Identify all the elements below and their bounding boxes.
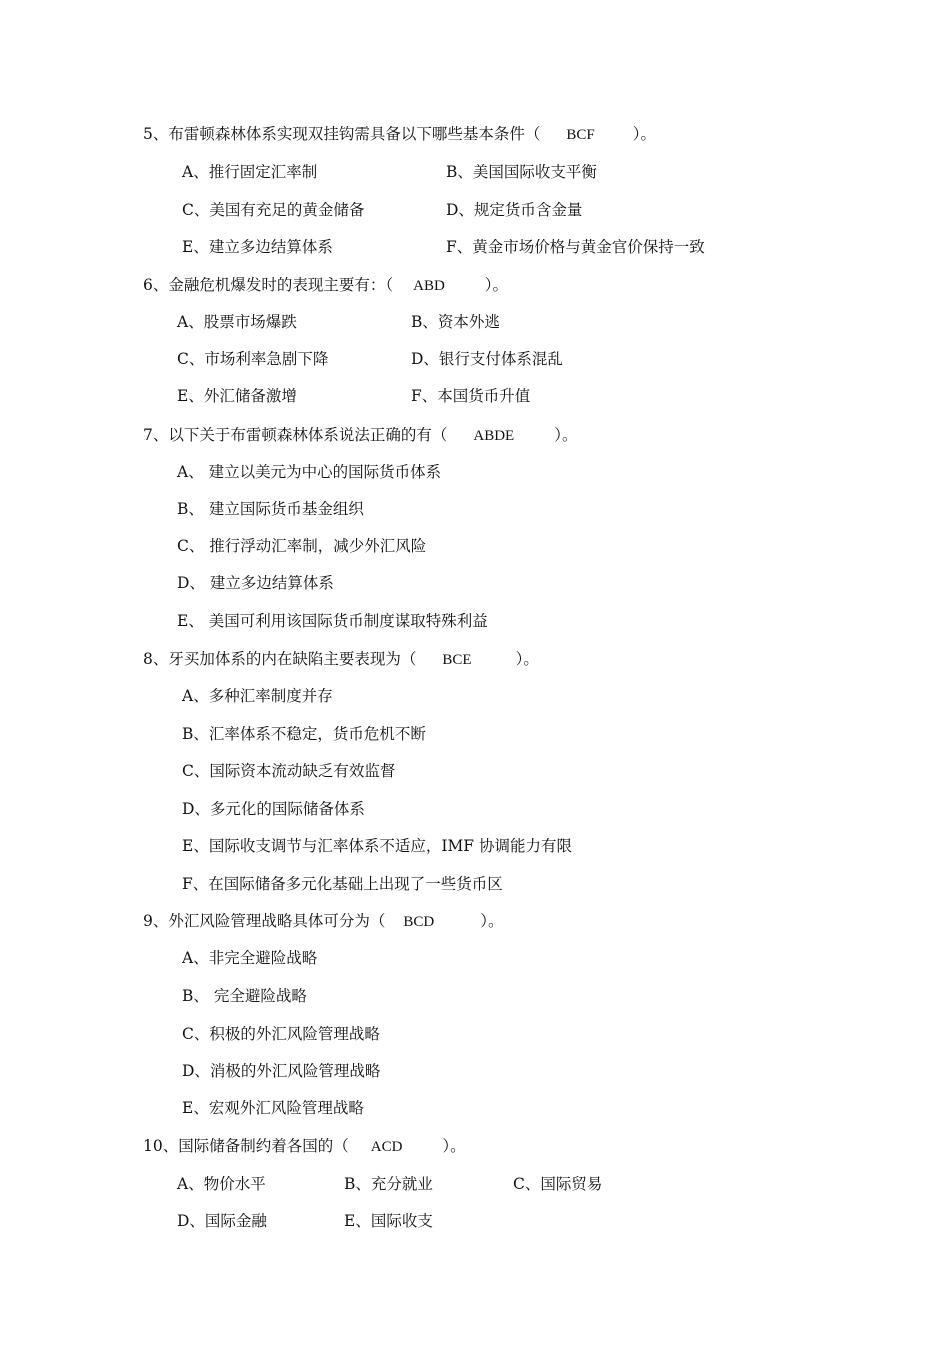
question-8-answer: BCE [442,652,472,668]
q6-option-f: F、本国货币升值 [411,387,531,405]
question-7 [143,425,577,446]
q7-option-c: C、 推行浮动汇率制，减少外汇风险 [177,537,427,555]
q5-option-d: D、规定货币含金量 [446,201,583,219]
question-8-close: ）。 [515,650,539,668]
q7-option-a: A、 建立以美元为中心的国际货币体系 [177,463,442,481]
q6-option-c: C、市场利率急剧下降 [177,350,329,368]
q5-option-c: C、美国有充足的黄金储备 [182,201,365,219]
q5-option-a: A、推行固定汇率制 [182,163,318,181]
q7-option-b: B、 建立国际货币基金组织 [177,500,364,518]
q6-option-d: D、银行支付体系混乱 [411,350,563,368]
question-10-close: ）。 [442,1137,466,1155]
q6-option-e: E、外汇储备激增 [177,387,297,405]
question-9-answer: BCD [403,914,435,930]
question-10 [143,1136,466,1157]
question-5-close: ）。 [632,125,656,143]
q5-option-e: E、建立多边结算体系 [182,238,333,256]
question-5-stem: 5、布雷顿森林体系实现双挂钩需具备以下哪些基本条件（ [143,125,541,143]
q6-option-b: B、资本外逃 [411,313,500,331]
q9-option-a: A、非完全避险战略 [182,949,318,967]
q9-option-c: C、积极的外汇风险管理战略 [182,1025,380,1043]
q6-option-a: A、股票市场爆跌 [177,313,297,331]
question-6-stem: 6、金融危机爆发时的表现主要有：（ [143,276,394,294]
question-7-answer: ABDE [473,428,515,444]
q10-option-e: E、国际收支 [344,1212,433,1230]
question-10-answer: ACD [370,1139,403,1155]
q10-option-d: D、国际金融 [177,1212,267,1230]
question-8-stem: 8、牙买加体系的内在缺陷主要表现为（ [143,650,417,668]
q5-option-f: F、黄金市场价格与黄金官价保持一致 [446,238,705,256]
question-8 [143,649,539,670]
question-6 [143,275,508,296]
question-6-close: ）。 [484,276,509,294]
question-6-answer: ABD [413,278,445,294]
question-7-close: ）。 [554,426,578,444]
q8-option-f: F、在国际储备多元化基础上出现了一些货币区 [182,875,503,893]
question-5-answer: BCF [566,127,595,143]
question-9-stem: 9、外汇风险管理战略具体可分为（ [143,912,386,930]
question-5 [143,124,656,145]
question-9-close: ）。 [480,912,504,930]
q7-option-e: E、 美国可利用该国际货币制度谋取特殊利益 [177,612,488,630]
q10-option-b: B、充分就业 [344,1175,433,1193]
q8-option-e: E、国际收支调节与汇率体系不适应，IMF 协调能力有限 [182,837,572,855]
q9-option-e: E、宏观外汇风险管理战略 [182,1099,364,1117]
q10-option-a: A、物价水平 [177,1175,266,1193]
q8-option-b: B、汇率体系不稳定，货币危机不断 [182,725,426,743]
q5-option-b: B、美国国际收支平衡 [446,163,597,181]
q8-option-d: D、多元化的国际储备体系 [182,800,365,818]
q8-option-a: A、多种汇率制度并存 [182,687,333,705]
q10-option-c: C、国际贸易 [513,1175,603,1193]
q7-option-d: D、 建立多边结算体系 [177,574,334,592]
q8-option-c: C、国际资本流动缺乏有效监督 [182,762,396,780]
question-7-stem: 7、以下关于布雷顿森林体系说法正确的有（ [143,426,448,444]
question-9 [143,911,503,932]
q9-option-d: D、消极的外汇风险管理战略 [182,1062,381,1080]
question-10-stem: 10、国际储备制约着各国的（ [143,1137,349,1155]
q9-option-b: B、 完全避险战略 [182,987,307,1005]
